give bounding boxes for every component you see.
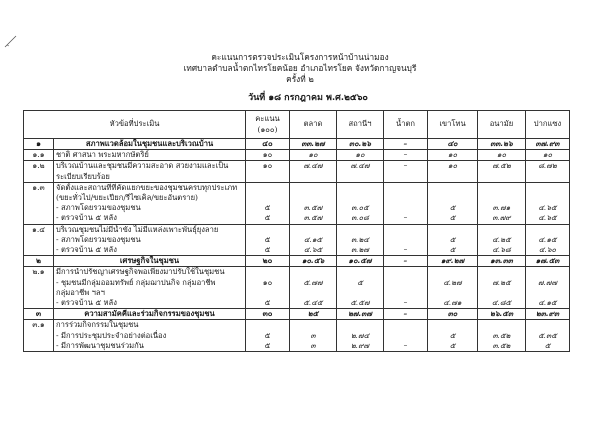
row-number: ๑ bbox=[24, 139, 54, 150]
score-cell-c3 bbox=[384, 161, 428, 182]
handwritten-value: ๓ bbox=[310, 330, 316, 340]
row-number: ๑.๓ bbox=[24, 182, 54, 224]
handwritten-value: ๕ bbox=[449, 203, 456, 213]
handwritten-value: ๔.๖๕ bbox=[303, 245, 323, 255]
handwritten-value bbox=[339, 225, 381, 235]
section-row bbox=[24, 309, 570, 320]
handwritten-value: ๓.๐๘ bbox=[351, 213, 369, 223]
table-row bbox=[24, 182, 570, 224]
handwritten-value: ๓๓.๒๗ bbox=[301, 139, 325, 148]
handwritten-value: ๒.๗๔ bbox=[350, 330, 370, 340]
handwritten-value bbox=[528, 225, 567, 235]
score-line: ๓๐ bbox=[262, 309, 273, 319]
table-row bbox=[24, 224, 570, 256]
row-topic bbox=[54, 267, 246, 309]
score-cell-c3 bbox=[384, 267, 428, 309]
handwritten-value bbox=[292, 320, 334, 330]
score-cell-c5 bbox=[478, 267, 526, 309]
handwritten-value bbox=[292, 193, 334, 203]
handwritten-value: ๓ bbox=[310, 340, 316, 350]
score-cell-c6 bbox=[526, 320, 570, 352]
handwritten-value: ๓.๗๙ bbox=[492, 213, 511, 223]
handwritten-value: ๑๐ bbox=[542, 150, 553, 160]
handwritten-value bbox=[339, 183, 381, 193]
topic-line: - ชุมชนมีกลุ่มออมทรัพย์ กลุ่มฌาปนกิจ กลุ่มอาชีพ bbox=[56, 277, 216, 287]
score-cell-c5 bbox=[478, 150, 526, 161]
doc-date: วันที่ ๑๘ กรกฎาคม พ.ศ.๒๕๖๐ bbox=[248, 93, 368, 103]
handwritten-value bbox=[430, 267, 475, 277]
score-cell-c4 bbox=[428, 182, 478, 224]
handwritten-value: ๓๓.๒๖ bbox=[490, 139, 513, 148]
handwritten-value bbox=[386, 278, 425, 288]
handwritten-value: ๔.๒๕ bbox=[492, 234, 511, 244]
table-row bbox=[24, 320, 570, 352]
score-cell-c2 bbox=[337, 267, 384, 309]
score-line: ๑๐ bbox=[262, 277, 273, 287]
score-cell-c4 bbox=[428, 139, 478, 150]
score-cell-c2 bbox=[337, 224, 384, 256]
handwritten-value bbox=[386, 288, 425, 298]
handwritten-value: ๓.๕๒ bbox=[492, 330, 511, 340]
handwritten-value bbox=[386, 267, 425, 277]
score-line bbox=[248, 225, 287, 235]
row-topic bbox=[54, 309, 246, 320]
handwritten-value: ๔.๑๕ bbox=[303, 234, 323, 244]
handwritten-value bbox=[292, 267, 334, 277]
row-topic bbox=[54, 139, 246, 150]
handwritten-value: – bbox=[403, 309, 408, 319]
handwritten-value: ๓๗.๙๓ bbox=[535, 139, 560, 148]
handwritten-value: ๓.๕๗ bbox=[303, 203, 323, 213]
score-cell-c3 bbox=[384, 182, 428, 224]
table-row bbox=[24, 161, 570, 182]
score-cell-c3 bbox=[384, 309, 428, 320]
handwritten-value: ๒๕ bbox=[307, 309, 319, 319]
doc-round: ครั้งที่ ๒ bbox=[286, 74, 314, 84]
handwritten-value bbox=[430, 288, 475, 298]
row-topic bbox=[54, 320, 246, 352]
row-number: ๑.๔ bbox=[24, 224, 54, 256]
handwritten-value: – bbox=[403, 139, 408, 148]
col-header-c4: เขาโทน bbox=[428, 111, 478, 139]
handwritten-value: ๗.๗๗ bbox=[537, 277, 558, 287]
col-header-c6: ปากแซง bbox=[526, 111, 570, 139]
topic-line: - สภาพโดยรวมของชุมชน bbox=[56, 203, 141, 213]
score-cell-c3 bbox=[384, 224, 428, 256]
score-cell-c2 bbox=[337, 182, 384, 224]
handwritten-value: ๗.๕๒ bbox=[492, 161, 511, 171]
handwritten-value bbox=[528, 267, 567, 277]
score-line: ๕ bbox=[264, 213, 271, 223]
score-cell-c1 bbox=[290, 309, 337, 320]
score-cell-c5 bbox=[478, 256, 526, 267]
handwritten-value bbox=[480, 267, 523, 277]
score-cell-c5 bbox=[478, 161, 526, 182]
handwritten-value bbox=[480, 225, 523, 235]
handwritten-value bbox=[528, 193, 567, 203]
score-line bbox=[248, 183, 287, 193]
handwritten-value: ๓.๗๑ bbox=[492, 203, 511, 213]
handwritten-value bbox=[528, 320, 567, 330]
score-cell-c3 bbox=[384, 150, 428, 161]
handwritten-value: ๔.๒๗ bbox=[443, 277, 462, 287]
handwritten-value: ๕ bbox=[449, 234, 456, 244]
handwritten-value: ๕ bbox=[357, 277, 363, 287]
score-cell-c5 bbox=[478, 139, 526, 150]
score-line bbox=[248, 320, 287, 330]
row-number: ๑.๑ bbox=[24, 150, 54, 161]
topic-line: บริเวณบ้านและชุมชนมีความสะอาด สวยงามและเป็น bbox=[56, 161, 229, 171]
score-line bbox=[248, 288, 287, 298]
handwritten-value: ๓.๕๒ bbox=[492, 340, 511, 350]
score-cell-c4 bbox=[428, 309, 478, 320]
handwritten-value bbox=[339, 288, 381, 298]
handwritten-value: – bbox=[403, 298, 408, 308]
row-topic bbox=[54, 182, 246, 224]
score-cell-c2 bbox=[337, 150, 384, 161]
handwritten-value: ๔.๖๘ bbox=[492, 245, 511, 255]
score-cell-c4 bbox=[428, 224, 478, 256]
handwritten-value: ๔.๖๕ bbox=[538, 213, 557, 223]
score-cell-c2 bbox=[337, 139, 384, 150]
handwritten-value: ๑๗.๕๓ bbox=[535, 256, 560, 266]
doc-organization: เทศบาลตำบลน้ำตกไทรโยคน้อย อำเภอไทรโยค จังหวัดกาญจนบุรี bbox=[183, 63, 417, 73]
row-max-score bbox=[246, 161, 290, 182]
score-cell-c6 bbox=[526, 182, 570, 224]
handwritten-value bbox=[386, 193, 425, 203]
score-cell-c2 bbox=[337, 256, 384, 267]
row-number: ๒ bbox=[24, 256, 54, 267]
handwritten-value: ๓.๒๔ bbox=[351, 234, 369, 244]
score-cell-c6 bbox=[526, 224, 570, 256]
handwritten-value: – bbox=[403, 340, 408, 350]
topic-line: เศรษฐกิจในชุมชน bbox=[119, 256, 180, 266]
score-cell-c1 bbox=[290, 161, 337, 182]
topic-line: กลุ่มอาชีพ ฯลฯ bbox=[56, 287, 105, 297]
col-header-c2: สถานีฯ bbox=[337, 111, 384, 139]
handwritten-value: ๔๐ bbox=[447, 139, 458, 148]
handwritten-value bbox=[430, 183, 475, 193]
handwritten-value: – bbox=[403, 150, 408, 160]
score-cell-c6 bbox=[526, 267, 570, 309]
score-cell-c4 bbox=[428, 267, 478, 309]
topic-line: - มีการพัฒนาชุมชนร่วมกัน bbox=[56, 340, 144, 350]
handwritten-value: ๗.๔๗ bbox=[350, 161, 370, 171]
row-number: ๓ bbox=[24, 309, 54, 320]
row-max-score bbox=[246, 150, 290, 161]
topic-line: จัดตั้งและสถานที่ที่คัดแยกขยะของชุมชนครบทุกประเภท bbox=[56, 182, 238, 192]
row-topic bbox=[54, 224, 246, 256]
handwritten-value: ๕ bbox=[449, 330, 456, 340]
handwritten-value bbox=[292, 288, 334, 298]
handwritten-value: ๓.๕๗ bbox=[303, 213, 323, 223]
table-body bbox=[24, 139, 570, 352]
score-line: ๕ bbox=[264, 203, 271, 213]
score-cell-c1 bbox=[290, 150, 337, 161]
handwritten-value: ๔.๗๑ bbox=[443, 298, 462, 308]
handwritten-value bbox=[430, 225, 475, 235]
handwritten-value bbox=[528, 183, 567, 193]
score-cell-c6 bbox=[526, 161, 570, 182]
row-number: ๒.๑ bbox=[24, 267, 54, 309]
handwritten-value: ๑๓.๓๓ bbox=[490, 256, 513, 266]
topic-line: ชาติ ศาสนา พระมหากษัตริย์ bbox=[56, 150, 149, 160]
topic-line: บริเวณชุมชนไม่มีน้ำขัง ไม่มีแหล่งเพาะพันธุ์ยุงลาย bbox=[56, 224, 219, 234]
scan-mark-icon bbox=[4, 34, 18, 48]
topic-line: ความสามัคคีและร่วมกิจกรรมของชุมชน bbox=[84, 309, 215, 319]
handwritten-value: – bbox=[403, 256, 408, 266]
score-cell-c4 bbox=[428, 320, 478, 352]
score-cell-c2 bbox=[337, 320, 384, 352]
row-max-score bbox=[246, 320, 290, 352]
handwritten-value: ๓.๒๗ bbox=[351, 245, 369, 255]
score-cell-c1 bbox=[290, 182, 337, 224]
handwritten-value bbox=[386, 331, 425, 341]
topic-line: ระเบียบเรียบร้อย bbox=[56, 171, 110, 181]
handwritten-value bbox=[386, 203, 425, 213]
handwritten-value: ๒๗.๓๗ bbox=[348, 309, 372, 319]
topic-line: - ตรวจบ้าน ๕ หลัง bbox=[56, 298, 117, 308]
col-header-c1: ตลาด bbox=[290, 111, 337, 139]
handwritten-value: ๕.๕๗ bbox=[350, 298, 370, 308]
score-line: ๕ bbox=[264, 245, 271, 255]
score-line: ๕ bbox=[264, 340, 271, 350]
handwritten-value: ๑๐ bbox=[308, 150, 318, 160]
handwritten-value bbox=[528, 288, 567, 298]
table-row bbox=[24, 150, 570, 161]
score-line: ๕ bbox=[264, 330, 271, 340]
topic-line: การร่วมกิจกรรมในชุมชน bbox=[56, 320, 139, 330]
score-cell-c6 bbox=[526, 139, 570, 150]
score-cell-c6 bbox=[526, 150, 570, 161]
score-cell-c5 bbox=[478, 182, 526, 224]
handwritten-value: ๔.๘๕ bbox=[491, 298, 512, 308]
score-cell-c3 bbox=[384, 139, 428, 150]
handwritten-value bbox=[480, 288, 523, 298]
score-cell-c2 bbox=[337, 309, 384, 320]
score-line: ๒๐ bbox=[262, 256, 273, 266]
handwritten-value bbox=[292, 225, 334, 235]
row-max-score bbox=[246, 139, 290, 150]
col-header-c5: อนามัย bbox=[478, 111, 526, 139]
topic-line: - มีการประชุมประจำอย่างต่อเนื่อง bbox=[56, 330, 167, 340]
row-max-score bbox=[246, 256, 290, 267]
handwritten-value bbox=[480, 183, 523, 193]
section-row bbox=[24, 256, 570, 267]
score-line: ๕ bbox=[264, 298, 271, 308]
row-topic bbox=[54, 256, 246, 267]
handwritten-value: ๓๐ bbox=[447, 309, 458, 319]
row-topic bbox=[54, 150, 246, 161]
score-cell-c4 bbox=[428, 161, 478, 182]
score-line: ๕ bbox=[264, 234, 271, 244]
handwritten-value bbox=[480, 320, 523, 330]
score-cell-c2 bbox=[337, 161, 384, 182]
score-cell-c1 bbox=[290, 320, 337, 352]
handwritten-value bbox=[430, 320, 475, 330]
handwritten-value: ๒๓.๙๓ bbox=[535, 309, 560, 319]
topic-line: สภาพแวดล้อมในชุมชนและบริเวณบ้าน bbox=[85, 139, 214, 148]
handwritten-value: ๔.๖๐ bbox=[538, 245, 557, 255]
col-header-c3: น้ำตก bbox=[384, 111, 428, 139]
col-header-topic: หัวข้อที่ประเมิน bbox=[24, 111, 246, 139]
col-header-score: คะแนน (๑๐๐) bbox=[246, 111, 290, 139]
handwritten-value: ๕.๔๕ bbox=[303, 298, 323, 308]
handwritten-value: ๑๐ bbox=[447, 161, 458, 171]
handwritten-value: ๗.๔๗ bbox=[303, 161, 323, 171]
row-max-score bbox=[246, 224, 290, 256]
evaluation-table bbox=[23, 110, 570, 352]
handwritten-value: ๓๐.๒๖ bbox=[349, 139, 371, 148]
score-cell-c5 bbox=[478, 309, 526, 320]
score-cell-c5 bbox=[478, 224, 526, 256]
handwritten-value: ๕.๗๗ bbox=[303, 277, 323, 287]
topic-line: - ตรวจบ้าน ๕ หลัง bbox=[56, 213, 117, 223]
handwritten-value: ๒.๙๗ bbox=[350, 340, 370, 350]
handwritten-value: ๑๐.๕๖ bbox=[301, 256, 325, 266]
score-line: ๑๐ bbox=[262, 150, 273, 160]
handwritten-value: ๑๐ bbox=[355, 150, 365, 160]
topic-line: (ขยะทั่วไป/ขยะเปียก/รีไซเคิล/ขยะอันตราย) bbox=[56, 193, 198, 203]
topic-line: มีการนำปรัชญาเศรษฐกิจพอเพียงมาปรับใช้ในชุมชน bbox=[56, 267, 225, 277]
handwritten-value: ๘.๗๒ bbox=[538, 161, 557, 171]
handwritten-value: ๕ bbox=[449, 245, 456, 255]
row-max-score bbox=[246, 182, 290, 224]
score-line bbox=[248, 267, 287, 277]
score-line: ๔๐ bbox=[262, 139, 273, 148]
handwritten-value: ๔.๑๕ bbox=[538, 234, 557, 244]
score-cell-c1 bbox=[290, 224, 337, 256]
row-number: ๑.๒ bbox=[24, 161, 54, 182]
handwritten-value: – bbox=[403, 245, 408, 255]
score-cell-c1 bbox=[290, 139, 337, 150]
score-cell-c4 bbox=[428, 256, 478, 267]
handwritten-value bbox=[386, 235, 425, 245]
table-header-row bbox=[24, 111, 570, 139]
section-row bbox=[24, 139, 570, 150]
handwritten-value: ๔.๖๕ bbox=[538, 203, 557, 213]
handwritten-value: ๑๐ bbox=[496, 150, 507, 160]
doc-title: คะแนนการตรวจประเมินโครงการหน้าบ้านน่ามอง bbox=[211, 52, 389, 62]
handwritten-value bbox=[480, 193, 523, 203]
score-cell-c3 bbox=[384, 320, 428, 352]
row-topic bbox=[54, 161, 246, 182]
score-cell-c6 bbox=[526, 256, 570, 267]
handwritten-value: ๑๙.๒๗ bbox=[440, 256, 465, 266]
row-max-score bbox=[246, 309, 290, 320]
score-line: ๑๐ bbox=[262, 161, 273, 171]
handwritten-value: – bbox=[403, 213, 408, 223]
row-max-score bbox=[246, 267, 290, 309]
handwritten-value: ๕ bbox=[449, 340, 456, 350]
handwritten-value: ๒๖.๕๓ bbox=[489, 309, 514, 319]
score-cell-c1 bbox=[290, 256, 337, 267]
topic-line: - ตรวจบ้าน ๕ หลัง bbox=[56, 245, 117, 255]
topic-line: - สภาพโดยรวมของชุมชน bbox=[56, 234, 141, 244]
handwritten-value: ๑๐.๕๗ bbox=[348, 256, 372, 266]
handwritten-value bbox=[339, 320, 381, 330]
handwritten-value: ๕ bbox=[544, 340, 551, 350]
handwritten-value: ๕ bbox=[449, 213, 456, 223]
score-cell-c4 bbox=[428, 150, 478, 161]
handwritten-value: ๔.๑๕ bbox=[538, 298, 557, 308]
score-cell-c5 bbox=[478, 320, 526, 352]
score-cell-c6 bbox=[526, 309, 570, 320]
handwritten-value bbox=[386, 183, 425, 193]
score-line bbox=[248, 193, 287, 203]
handwritten-value: ๑๐ bbox=[447, 150, 458, 160]
handwritten-value bbox=[386, 225, 425, 235]
handwritten-value bbox=[339, 267, 381, 277]
score-cell-c1 bbox=[290, 267, 337, 309]
handwritten-value bbox=[386, 320, 425, 330]
score-cell-c3 bbox=[384, 256, 428, 267]
row-number: ๓.๑ bbox=[24, 320, 54, 352]
handwritten-value: ๕.๓๕ bbox=[538, 330, 557, 340]
handwritten-value: – bbox=[403, 161, 408, 171]
table-row bbox=[24, 267, 570, 309]
handwritten-value: ๗.๒๕ bbox=[492, 277, 511, 287]
handwritten-value: ๓.๐๕ bbox=[351, 203, 369, 213]
handwritten-value bbox=[292, 183, 334, 193]
handwritten-value bbox=[339, 193, 381, 203]
handwritten-value bbox=[430, 193, 475, 203]
